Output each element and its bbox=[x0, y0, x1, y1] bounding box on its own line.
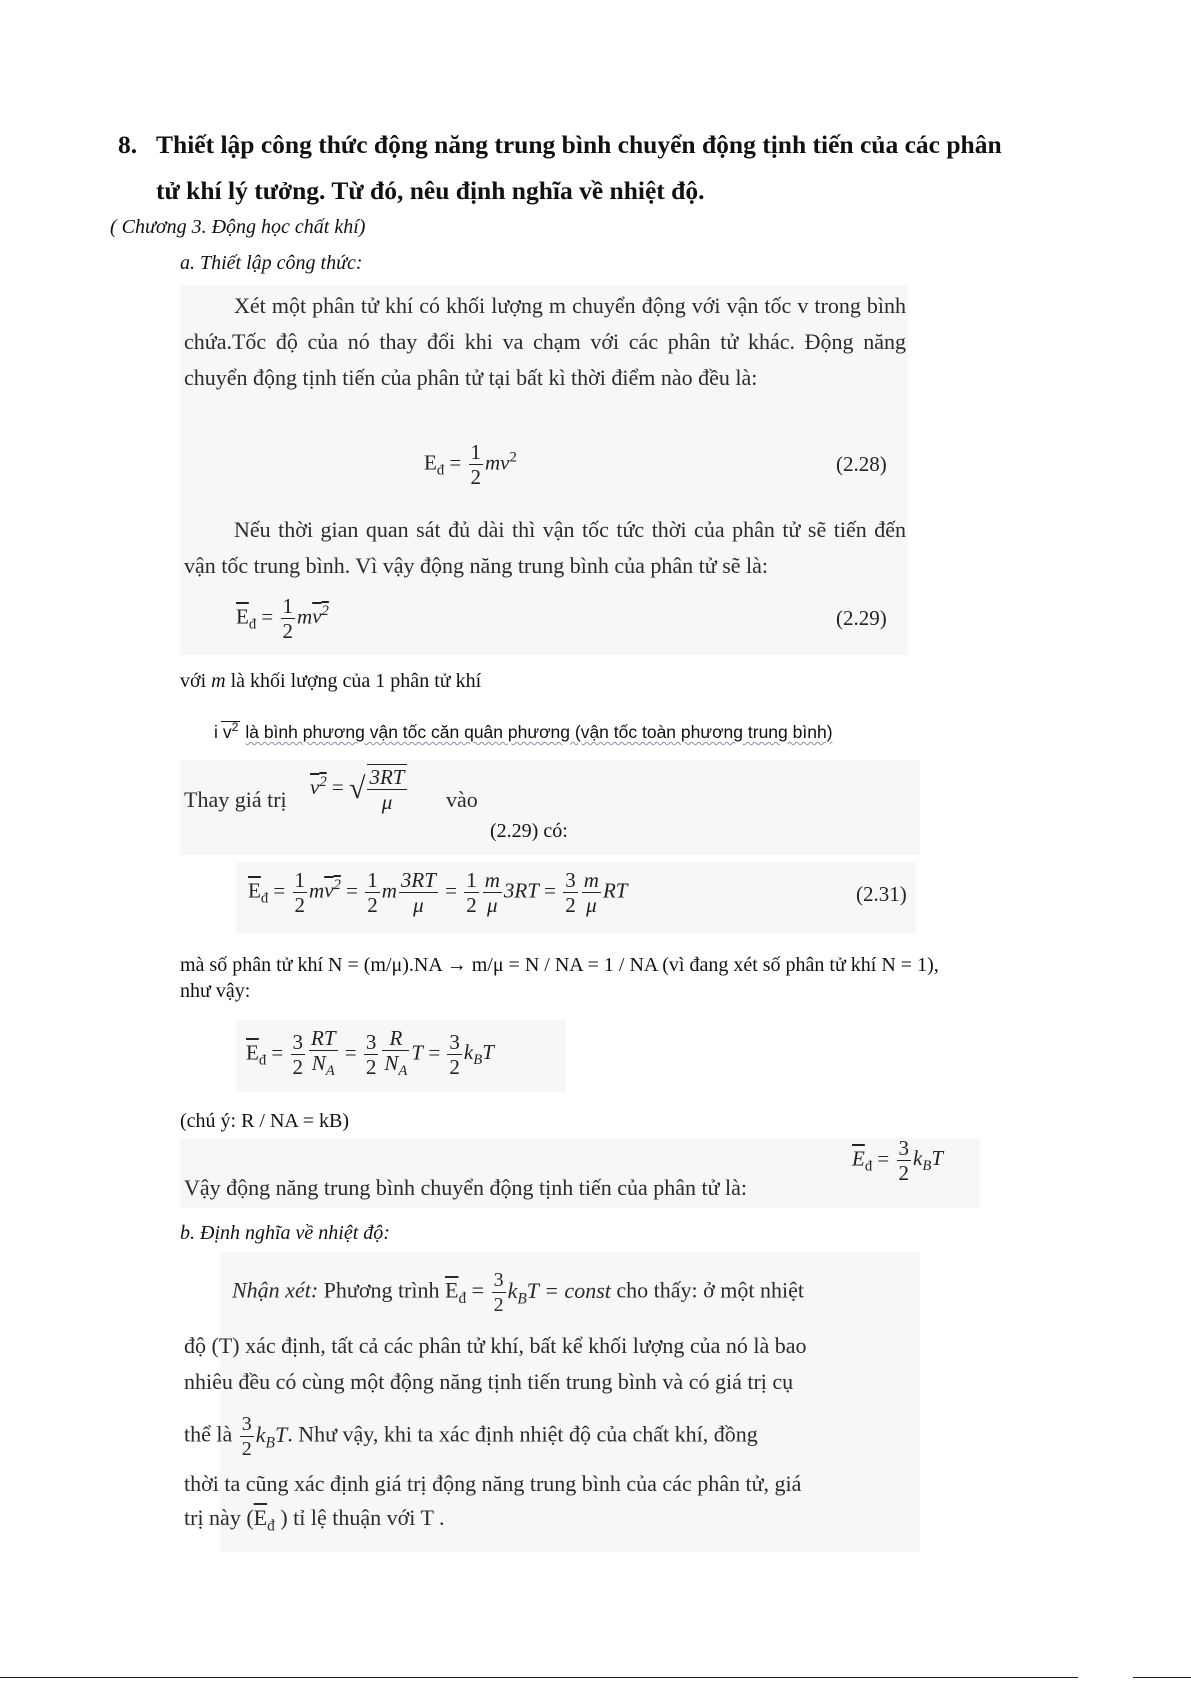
temperature-line4: thời ta cũng xác định giá trị động năng trung bình của các phân tử, giá bbox=[184, 1471, 802, 1496]
mass-symbol: m bbox=[211, 670, 226, 692]
rms-velocity-note: i $v^2$ là bình phương vận tốc căn quân phương (vận tốc toàn phương trung bình) bbox=[214, 720, 833, 742]
temperature-line5b: ) tỉ lệ thuận với T . bbox=[280, 1505, 445, 1530]
temperature-line2: nhiêu đều có cùng một động năng tịnh tiến trung bình và có giá trị cụ bbox=[184, 1369, 794, 1394]
temperature-line5a: trị này ( bbox=[184, 1505, 254, 1530]
temperature-line3: thể là $\frac{3}{2}$ $k_BT$. Như vậy, khi ta xác định nhiệt độ của chất khí, đồng bbox=[184, 1413, 758, 1460]
molecule-count-line1: mà số phân tử khí N = (m/μ).NA → m/μ = N / NA = 1 / NA (vì đang xét số phân tử khí N = 1), bbox=[180, 954, 939, 976]
mass-definition-line bbox=[180, 670, 481, 693]
v2-note-prefix: i bbox=[214, 721, 218, 742]
question-title-line1: Thiết lập công thức động năng trung bình chuyển động tịnh tiến của các phân bbox=[156, 130, 1002, 159]
equation-final: $\overline{E}_đ$ = $\frac{3}{2}$ $k_BT$ bbox=[852, 1136, 944, 1185]
substitute-prefix: Thay giá trị bbox=[184, 787, 287, 812]
remark-text2: cho thấy: ở một nhiệt bbox=[616, 1277, 804, 1303]
equation-2-31-label: (2.31) bbox=[856, 882, 907, 906]
question-number: 8. bbox=[118, 130, 138, 159]
paragraph-kinetic-energy: Xét một phân tử khí có khối lượng m chuyển động với vận tốc v trong bình chứa.Tốc độ của nó thay đổi khi va chạm với các phân tử khác. Động năng chuyển động tịnh tiến của phân tử tại bất kì thời điểm nào đều là: bbox=[184, 293, 906, 390]
substitute-suffix: vào bbox=[446, 787, 478, 812]
conclusion-text: Vậy động năng trung bình chuyển động tịnh tiến của phân tử là: bbox=[184, 1175, 748, 1200]
mass-line-prefix: với bbox=[180, 670, 207, 692]
equation-avogadro: $\overline{E}_đ$ = $\frac{3}{2}$ $\frac{RT}{N_A}$ = $\frac{3}{2}$ $\frac{R}{N_A}$ T = $\frac{3}{2}$ $k_BT$ bbox=[246, 1026, 494, 1080]
boltzmann-note: (chú ý: R / NA = kB) bbox=[180, 1110, 350, 1132]
question-title-line2: tử khí lý tưởng. Từ đó, nêu định nghĩa về nhiệt độ. bbox=[156, 176, 705, 205]
v2-note-text: là bình phương vận tốc căn quân phương (vận tốc toàn phương trung bình) bbox=[245, 721, 833, 742]
temperature-line1: độ (T) xác định, tất cả các phân tử khí, bất kể khối lượng của nó là bao bbox=[184, 1333, 807, 1358]
equation-2-29-label: (2.29) bbox=[836, 606, 887, 630]
equation-2-31: $\overline{E}_đ$ = $\frac{1}{2}$ $mv^2$ = $\frac{1}{2}$ m $\frac{3RT}{\mu}$ = $\frac{1}{2}$ $\frac{m}{\mu}$ 3RT = $\frac{3}{2}$ $\frac{m}{\mu}$ RT bbox=[248, 868, 628, 917]
remark-text1: Phương trình bbox=[323, 1277, 440, 1303]
temperature-line5: trị này ($\overline{E}_đ$ ) tỉ lệ thuận với T . bbox=[184, 1505, 445, 1535]
paragraph-average-velocity: Nếu thời gian quan sát đủ dài thì vận tốc tức thời của phân tử sẽ tiến đến vận tốc trung bình. Vì vậy động năng trung bình của phân tử sẽ là: bbox=[184, 517, 906, 578]
temperature-line3a: thể là bbox=[184, 1421, 233, 1447]
remark-line: Nhận xét: Phương trình $\overline{E}_đ$ = $\frac{3}{2}$ $k_BT$ = const cho thấy: ở một nhiệt bbox=[232, 1269, 804, 1316]
equation-2-28: $E_đ$ = $\frac{1}{2}$ $mv^2$ bbox=[424, 440, 517, 489]
equation-2-29: $\overline{E}_đ$ = $\frac{1}{2}$ $mv^2$ bbox=[236, 594, 329, 643]
equation-2-28-label: (2.28) bbox=[836, 452, 887, 476]
page-footer-gap bbox=[1078, 1677, 1133, 1678]
part-b-title: b. Định nghĩa về nhiệt độ: bbox=[180, 1222, 390, 1244]
part-a-title: a. Thiết lập công thức: bbox=[180, 252, 363, 274]
temperature-line3b: . Như vậy, khi ta xác định nhiệt độ của chất khí, đồng bbox=[287, 1421, 758, 1447]
chapter-reference: ( Chương 3. Động học chất khí) bbox=[110, 216, 366, 238]
molecule-count-line2: như vậy: bbox=[180, 980, 251, 1002]
rms-substitution-formula: $v^2$ = √ $\frac{3RT}{\mu}$ bbox=[310, 765, 405, 814]
substitute-ref: (2.29) có: bbox=[490, 820, 568, 842]
page-footer-rule bbox=[0, 1677, 1191, 1678]
mass-line-suffix: là khối lượng của 1 phân tử khí bbox=[230, 670, 482, 692]
remark-label: Nhận xét: bbox=[232, 1277, 319, 1303]
